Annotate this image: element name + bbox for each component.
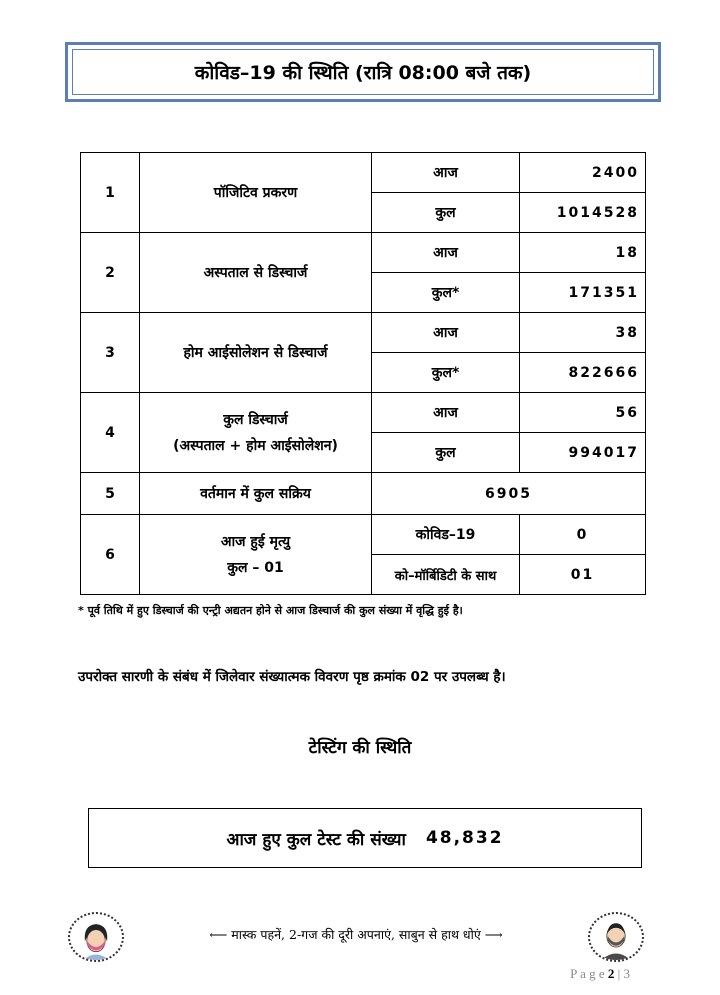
- safety-banner: [68, 912, 644, 962]
- table-row: [81, 153, 646, 193]
- arrow-right-icon: ⟶: [480, 927, 503, 942]
- testing-box: [88, 808, 642, 868]
- row-number: 6: [81, 515, 140, 595]
- today-label: आज: [372, 153, 520, 193]
- page-total: 3: [623, 966, 630, 981]
- row-number: 2: [81, 233, 140, 313]
- table-row: [81, 233, 646, 273]
- table-row: [81, 473, 646, 515]
- row-number: 5: [81, 473, 140, 515]
- slogan-text: मास्क पहनें, 2-गज की दूरी अपनाएं, साबुन से हाथ धोएं: [231, 927, 481, 942]
- row-number: 4: [81, 393, 140, 473]
- row-label: होम आईसोलेशन से डिस्चार्ज: [140, 313, 372, 393]
- testing-value: 48,832: [425, 828, 504, 848]
- page-prefix: P a g e: [570, 966, 608, 981]
- page-current: 2: [607, 966, 615, 981]
- today-value: 38: [520, 313, 646, 353]
- table-row: [81, 393, 646, 433]
- today-label: आज: [372, 233, 520, 273]
- deaths-label: [140, 515, 372, 595]
- testing-heading: टेस्टिंग की स्थिति: [308, 738, 412, 758]
- deaths-line1: आज हुई मृत्यु: [220, 533, 291, 550]
- total-value: 171351: [520, 273, 646, 313]
- page-title: कोविड–19 की स्थिति (रात्रि 08:00 बजे तक): [72, 49, 654, 95]
- row-label-line2: (अस्पताल + होम आईसोलेशन): [173, 437, 338, 454]
- today-value: 18: [520, 233, 646, 273]
- row-label-line1: कुल डिस्चार्ज: [223, 411, 288, 428]
- covid-death-value: 0: [520, 515, 646, 555]
- title-box: [65, 42, 661, 102]
- page-number: [570, 966, 630, 982]
- testing-label: आज हुए कुल टेस्ट की संख्या: [226, 829, 406, 850]
- today-label: आज: [372, 393, 520, 433]
- total-label: कुल*: [372, 273, 520, 313]
- row-number: 1: [81, 153, 140, 233]
- total-value: 994017: [520, 433, 646, 473]
- comorbidity-value: 01: [520, 555, 646, 595]
- footnote: * पूर्व तिथि में हुए डिस्चार्ज की एन्ट्री अद्यतन होने से आज डिस्चार्ज की कुल संख्या में वृद्धि हुई है।: [78, 604, 463, 617]
- masked-woman-icon: [68, 912, 124, 962]
- today-value: 56: [520, 393, 646, 433]
- district-note: उपरोक्त सारणी के संबंध में जिलेवार संख्यात्मक विवरण पृष्ठ क्रमांक 02 पर उपलब्ध है।: [78, 669, 506, 685]
- today-value: 2400: [520, 153, 646, 193]
- comorbidity-label: को–मॉर्बिडिटी के साथ: [372, 555, 520, 595]
- today-label: आज: [372, 313, 520, 353]
- total-label: कुल: [372, 433, 520, 473]
- row-label: [140, 393, 372, 473]
- arrow-left-icon: ⟵: [209, 927, 232, 942]
- row-label: पॉजिटिव प्रकरण: [140, 153, 372, 233]
- masked-man-icon: [588, 912, 644, 962]
- total-label: कुल: [372, 193, 520, 233]
- total-value: 822666: [520, 353, 646, 393]
- row-number: 3: [81, 313, 140, 393]
- covid-death-label: कोविड–19: [372, 515, 520, 555]
- total-value: 1014528: [520, 193, 646, 233]
- active-label: वर्तमान में कुल सक्रिय: [140, 473, 372, 515]
- status-table: [80, 152, 646, 595]
- table-row: [81, 515, 646, 555]
- row-label: अस्पताल से डिस्चार्ज: [140, 233, 372, 313]
- total-label: कुल*: [372, 353, 520, 393]
- active-value: 6905: [372, 473, 646, 515]
- deaths-line2: कुल – 01: [227, 559, 284, 576]
- table-row: [81, 313, 646, 353]
- safety-slogan: [152, 926, 560, 943]
- page-separator: |: [614, 966, 624, 981]
